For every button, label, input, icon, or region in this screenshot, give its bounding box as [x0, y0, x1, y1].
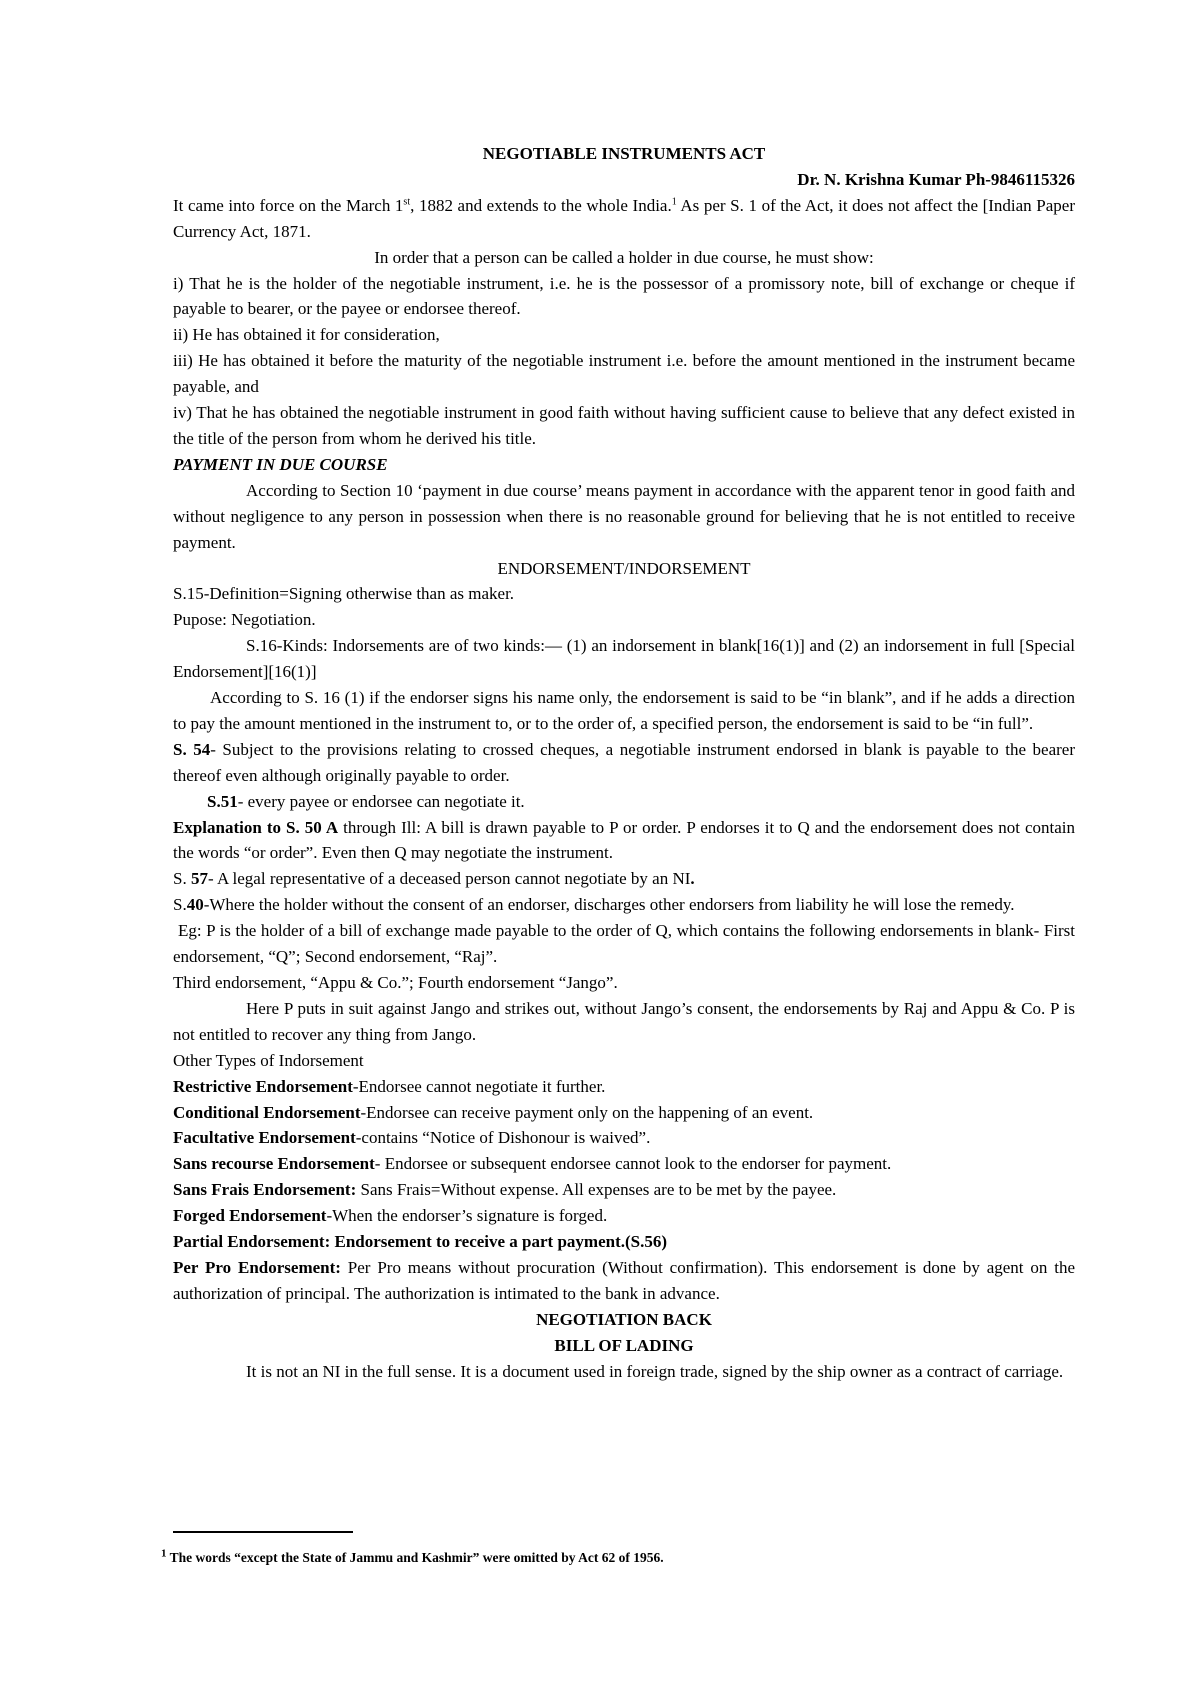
conditional-endorsement — [173, 1100, 1075, 1126]
restrictive-endorsement — [173, 1074, 1075, 1100]
intro-paragraph — [173, 193, 1075, 245]
intro-text-b: , 1882 and extends to the whole India. — [410, 195, 672, 215]
conditional-label: Conditional Endorsement — [173, 1102, 361, 1122]
facultative-endorsement — [173, 1125, 1075, 1151]
negotiation-back-heading: NEGOTIATION BACK — [536, 1309, 712, 1329]
s57-text: - A legal representative of a deceased person cannot negotiate by an NI — [207, 869, 691, 889]
s57-period: . — [690, 869, 695, 889]
payment-paragraph: According to Section 10 ‘payment in due course’ means payment in accordance with the apparent tenor in good faith and without negligence to any person in possession when there is no reasonable ground for believing that he is not entitled to receive payment. — [173, 480, 1075, 552]
sans-frais-text: Sans Frais=Without expense. All expenses are to be met by the payee. — [356, 1180, 837, 1200]
s51-paragraph — [173, 789, 1075, 815]
forged-label: Forged Endorsement — [173, 1206, 327, 1226]
s50-text: through Ill: A bill is drawn payable to P or order. P endorses it to Q and the endorsement does not contain the words “or order”. Even then Q may negotiate the instrument. — [173, 817, 1076, 863]
ordinal-superscript: st — [403, 196, 411, 208]
restrictive-text: -Endorsee cannot negotiate it further. — [352, 1076, 606, 1096]
facultative-label: Facultative Endorsement — [173, 1128, 356, 1148]
per-pro-endorsement — [173, 1255, 1075, 1307]
holder-condition-iii: iii) He has obtained it before the maturity of the negotiable instrument i.e. before the amount mentioned in the instrument became payable, and — [173, 351, 1075, 397]
facultative-text: -contains “Notice of Dishonour is waived”. — [355, 1128, 651, 1148]
sans-recourse-endorsement — [173, 1151, 1075, 1177]
s57-prefix: S. — [173, 869, 191, 889]
example-third-line: Third endorsement, “Appu & Co.”; Fourth endorsement “Jango”. — [173, 973, 618, 992]
footnote-number: 1 — [161, 1547, 167, 1560]
s51-label: S.51 — [207, 791, 238, 811]
per-pro-label: Per Pro Endorsement: — [173, 1257, 341, 1277]
forged-endorsement — [173, 1203, 1075, 1229]
other-types-heading: Other Types of Indorsement — [173, 1050, 364, 1070]
partial-endorsement: Partial Endorsement: Endorsement to receive a part payment.(S.56) — [173, 1232, 668, 1252]
s57-paragraph — [173, 866, 1075, 892]
s40-prefix: S. — [173, 895, 187, 915]
footnote-reference: 1 — [671, 196, 677, 208]
payment-heading: PAYMENT IN DUE COURSE — [173, 454, 388, 474]
endorsement-heading: ENDORSEMENT/INDORSEMENT — [497, 558, 751, 578]
s40-number: 40 — [186, 895, 204, 915]
s50-label: Explanation to S. 50 A — [173, 817, 339, 837]
intro-text-c: As per S. 1 of the Act, it does not affect the [Indian Paper Currency Act, 1871. — [173, 195, 1075, 241]
example-paragraph: Eg: P is the holder of a bill of exchange made payable to the order of Q, which contains the following endorsements in blank- First endorsement, “Q”; Second endorsement, “Raj”. — [173, 921, 1075, 967]
s57-number: 57 — [190, 869, 208, 889]
holder-condition-ii: ii) He has obtained it for consideration, — [173, 325, 440, 345]
s54-paragraph — [173, 737, 1075, 789]
sans-recourse-text: - Endorsee or subsequent endorsee cannot look to the endorser for payment. — [374, 1154, 892, 1174]
footnote — [161, 1548, 1061, 1568]
s16-kinds: S.16-Kinds: Indorsements are of two kinds:— (1) an indorsement in blank[16(1)] and (2) an indorsement in full [Special Endorsement][16(1)] — [173, 636, 1075, 682]
footnote-separator — [173, 1531, 353, 1533]
s51-text: - every payee or endorsee can negotiate it. — [237, 791, 525, 811]
holder-condition-i: i) That he is the holder of the negotiable instrument, i.e. he is the possessor of a promissory note, bill of exchange or cheque if payable to bearer, or the payee or endorsee thereof. — [173, 273, 1075, 319]
intro-text-a: It came into force on the March 1 — [173, 195, 404, 215]
sans-recourse-label: Sans recourse Endorsement — [173, 1154, 375, 1174]
footnote-text: The words “except the State of Jammu and Kashmir” were omitted by Act 62 of 1956. — [166, 1550, 664, 1565]
sans-frais-label: Sans Frais Endorsement: — [173, 1180, 357, 1200]
s40-text: -Where the holder without the consent of an endorser, discharges other endorsers from liability he will lose the remedy. — [203, 895, 1015, 915]
holder-condition-iv: iv) That he has obtained the negotiable instrument in good faith without having sufficient cause to believe that any defect existed in the title of the person from whom he derived his title. — [173, 403, 1075, 448]
per-pro-text: Per Pro means without procuration (Without confirmation). This endorsement is done by agent on the authorization of principal. The authorization is intimated to the bank in advance. — [173, 1257, 1075, 1303]
holder-lead: In order that a person can be called a holder in due course, he must show: — [374, 247, 874, 267]
author-line: Dr. N. Krishna Kumar Ph-9846115326 — [797, 169, 1075, 189]
restrictive-label: Restrictive Endorsement — [173, 1076, 353, 1096]
document-title: NEGOTIABLE INSTRUMENTS ACT — [482, 144, 766, 163]
conditional-text: -Endorsee can receive payment only on the happening of an event. — [360, 1102, 814, 1122]
s16-explanation: According to S. 16 (1) if the endorser signs his name only, the endorsement is said to be “in blank”, and if he adds a direction to pay the amount mentioned in the instrument to, or to the order of, a specified person, the endorsement is said to be “in full”. — [173, 688, 1075, 733]
s50-paragraph — [173, 815, 1075, 867]
sans-frais-endorsement — [173, 1177, 1075, 1203]
document-body — [173, 141, 1075, 1385]
example-conclusion: Here P puts in suit against Jango and strikes out, without Jango’s consent, the endorsements by Raj and Appu & Co. P is not entitled to recover any thing from Jango. — [173, 998, 1075, 1044]
bill-of-lading-heading: BILL OF LADING — [554, 1335, 694, 1355]
s54-text: - Subject to the provisions relating to crossed cheques, a negotiable instrument endorsed in blank is payable to the bearer thereof even although originally payable to order. — [173, 739, 1075, 785]
s15-definition: S.15-Definition=Signing otherwise than as maker. — [173, 584, 515, 604]
s40-paragraph — [173, 892, 1075, 918]
purpose-line: Pupose: Negotiation. — [173, 610, 316, 630]
bill-of-lading-paragraph: It is not an NI in the full sense. It is a document used in foreign trade, signed by the ship owner as a contract of carriage. — [246, 1361, 1064, 1381]
forged-text: -When the endorser’s signature is forged. — [326, 1206, 608, 1226]
s54-label: S. 54 — [173, 739, 211, 759]
